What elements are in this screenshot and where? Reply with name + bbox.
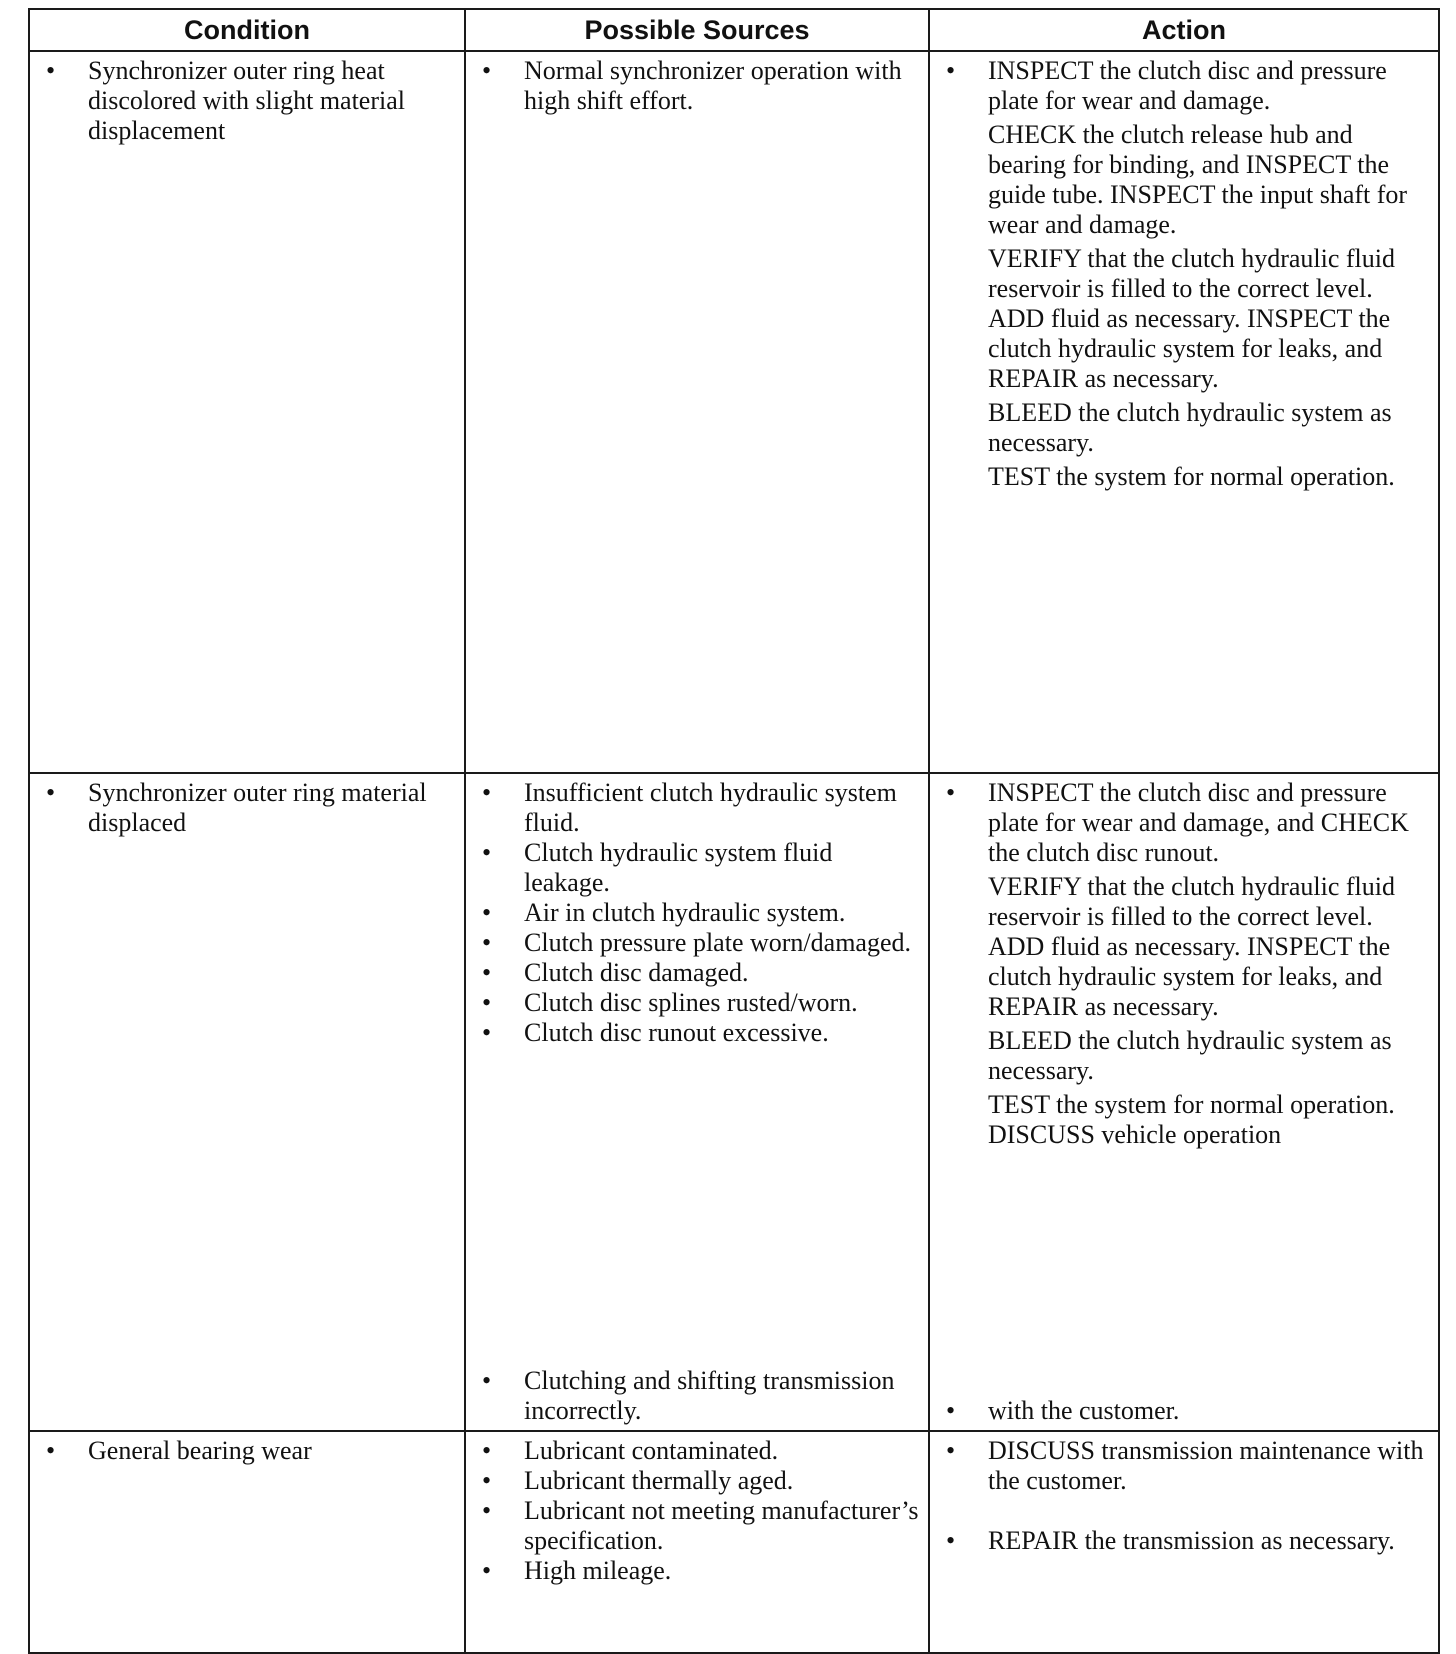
source-item: • Clutch disc splines rusted/worn. [474, 988, 922, 1018]
condition-item: • Synchronizer outer ring material displaced [38, 778, 458, 838]
source-item: • Lubricant not meeting manufacturer’s specification. [474, 1496, 922, 1556]
header-condition: Condition [29, 9, 465, 51]
action-cell [929, 773, 1439, 1431]
action-paragraph: BLEED the clutch hydraulic system as necessary. [988, 398, 1392, 457]
source-item: • Clutch pressure plate worn/damaged. [474, 928, 922, 958]
action-paragraph: TEST the system for normal operation. DISCUSS vehicle operation [988, 1090, 1395, 1149]
source-item: • Insufficient clutch hydraulic system fluid. [474, 778, 922, 838]
action-cell [929, 51, 1439, 773]
action-paragraph: VERIFY that the clutch hydraulic fluid reservoir is filled to the correct level. ADD fluid as necessary. INSPECT the clutch hydraulic system for leaks, and REPAIR as necessary. [988, 244, 1395, 393]
action-item: • REPAIR the transmission as necessary. [938, 1526, 1432, 1556]
action-paragraph: BLEED the clutch hydraulic system as necessary. [988, 1026, 1392, 1085]
table-row [29, 773, 1439, 1431]
troubleshooting-table [28, 8, 1440, 1654]
source-item: • Lubricant thermally aged. [474, 1466, 922, 1496]
action-item: • with the customer. [938, 1396, 1432, 1426]
condition-item: • Synchronizer outer ring heat discolored with slight material displacement [38, 56, 458, 146]
action-paragraph: VERIFY that the clutch hydraulic fluid reservoir is filled to the correct level. ADD fluid as necessary. INSPECT the clutch hydraulic system for leaks, and REPAIR as necessary. [988, 872, 1395, 1021]
source-item: • Air in clutch hydraulic system. [474, 898, 922, 928]
header-action: Action [929, 9, 1439, 51]
condition-cell [29, 51, 465, 773]
action-paragraph: TEST the system for normal operation. [988, 462, 1395, 491]
action-group [938, 778, 1432, 1150]
action-cell [929, 1431, 1439, 1653]
source-item: • Normal synchronizer operation with high shift effort. [474, 56, 922, 116]
header-row [29, 9, 1439, 51]
condition-cell [29, 773, 465, 1431]
sources-cell [465, 51, 929, 773]
condition-item: • General bearing wear [38, 1436, 458, 1466]
action-item: • INSPECT the clutch disc and pressure plate for wear and damage. [938, 56, 1432, 116]
condition-cell [29, 1431, 465, 1653]
source-item: • Clutch disc damaged. [474, 958, 922, 988]
sources-cell [465, 773, 929, 1431]
action-item: • DISCUSS transmission maintenance with the customer. [938, 1436, 1432, 1496]
table-row [29, 51, 1439, 773]
source-item: • Clutch hydraulic system fluid leakage. [474, 838, 922, 898]
table-row [29, 1431, 1439, 1653]
source-item: • Lubricant contaminated. [474, 1436, 922, 1466]
source-item: • High mileage. [474, 1556, 922, 1586]
sources-cell [465, 1431, 929, 1653]
action-paragraph: CHECK the clutch release hub and bearing for binding, and INSPECT the guide tube. INSPECT the input shaft for wear and damage. [988, 120, 1408, 239]
source-item: • Clutch disc runout excessive. [474, 1018, 922, 1048]
header-possible-sources: Possible Sources [465, 9, 929, 51]
action-item: • INSPECT the clutch disc and pressure plate for wear and damage, and CHECK the clutch disc runout. [938, 778, 1432, 868]
source-item: • Clutching and shifting transmission incorrectly. [474, 1366, 922, 1426]
